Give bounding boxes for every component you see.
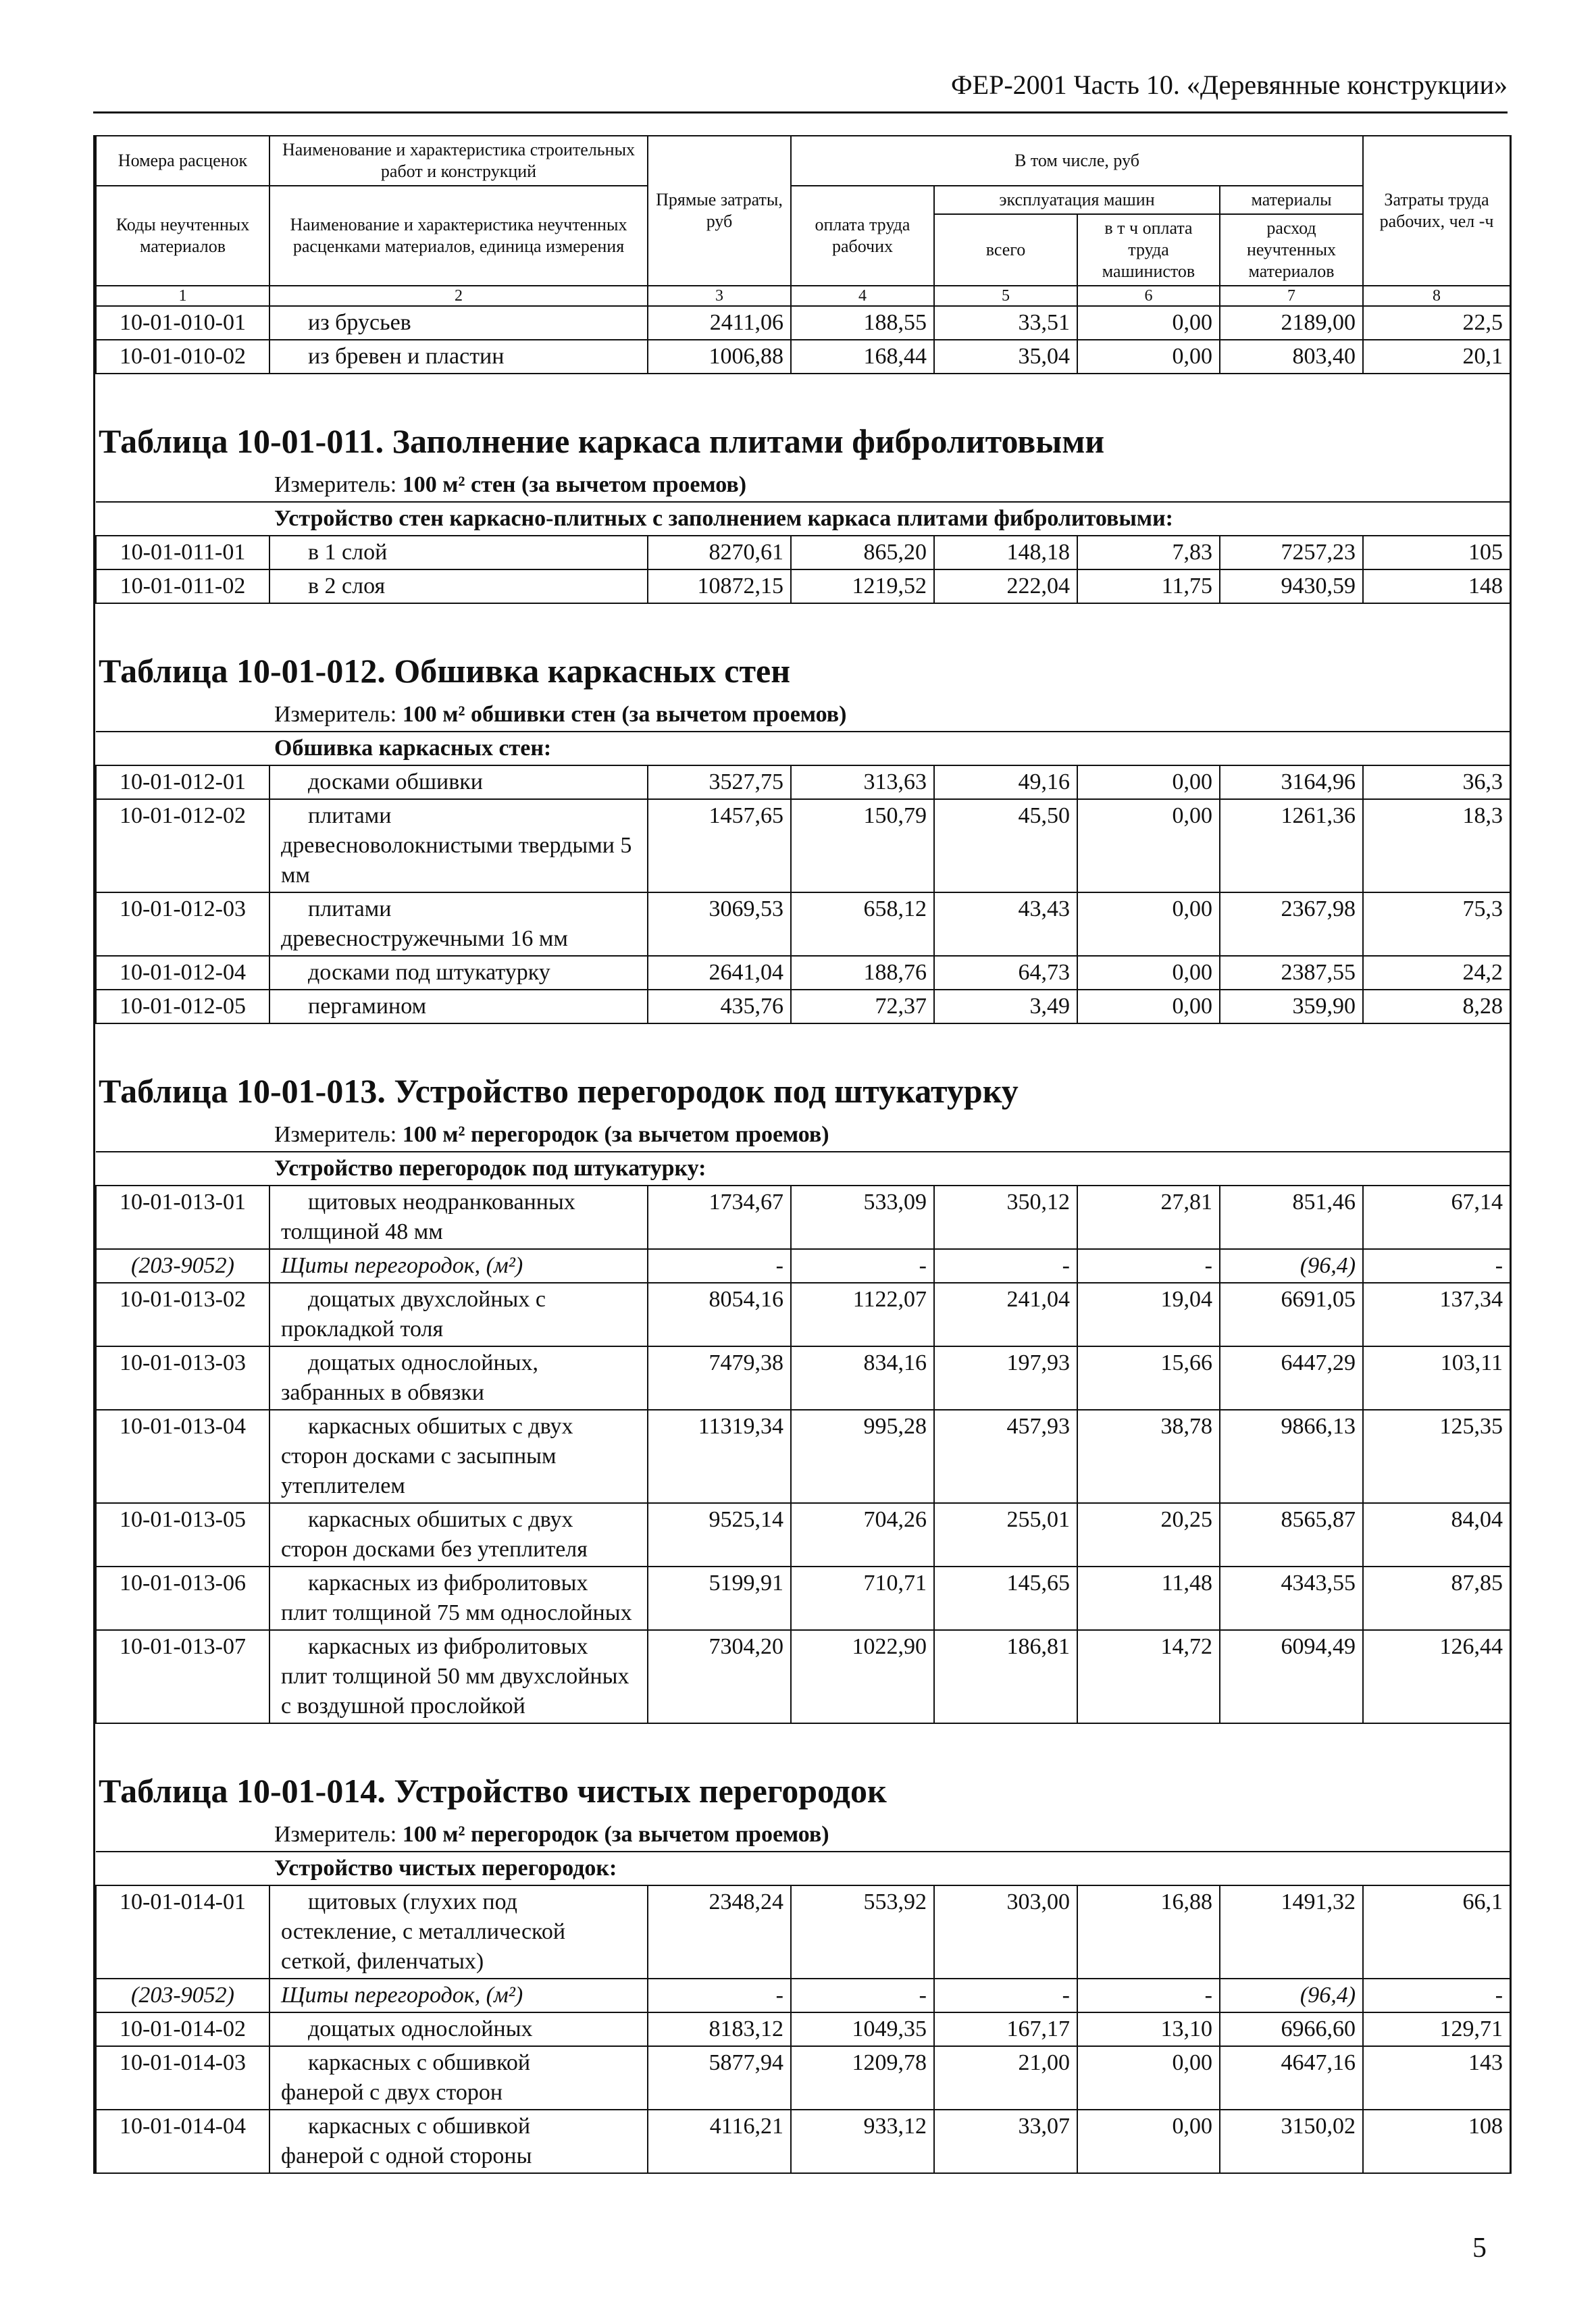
value-cell: - [1363,1979,1510,2012]
rate-code: 10-01-013-03 [96,1346,269,1410]
group-title: Устройство чистых перегородок: [96,1852,1510,1885]
value-cell: 3069,53 [648,892,791,956]
value-cell: 359,90 [1220,990,1363,1023]
work-name [269,536,648,569]
work-name-line: из брусьев [308,310,411,335]
table-body [96,306,1510,2173]
work-name [269,990,648,1023]
value-cell: 45,50 [934,799,1077,892]
work-name-line: досками под штукатурку [308,960,550,985]
value-cell: 710,71 [791,1567,934,1630]
work-name-line: Щиты перегородок, (м²) [281,1983,523,2008]
col-machinists-wages: в т ч оплата труда машинистов [1077,214,1220,286]
col-materials-consumption: расход неучтенных материалов [1220,214,1363,286]
table-row [96,536,1510,569]
value-cell: 49,16 [934,765,1077,799]
value-cell: 7,83 [1077,536,1220,569]
measure-label [96,1119,1510,1152]
work-name-line: Щиты перегородок, (м²) [281,1253,523,1278]
work-name [269,892,648,956]
work-name-line: плитами [308,803,392,828]
value-cell: 4116,21 [648,2110,791,2173]
value-cell: 10872,15 [648,569,791,603]
table-title: Таблица 10-01-012. Обшивка каркасных стен [96,603,1510,698]
value-cell: 43,43 [934,892,1077,956]
document-body [93,135,1512,2174]
work-name [269,799,648,892]
value-cell: 1491,32 [1220,1885,1363,1979]
table-row [96,1567,1510,1630]
work-name-line: каркасных из фибролитовых [308,1634,588,1659]
value-cell: 14,72 [1077,1630,1220,1723]
col-machines: эксплуатация машин [934,186,1220,214]
work-name [269,306,648,340]
value-cell: 9430,59 [1220,569,1363,603]
value-cell: 148,18 [934,536,1077,569]
table-row [96,892,1510,956]
resource-name [269,1979,648,2012]
value-cell: 20,1 [1363,340,1510,374]
value-cell: 9866,13 [1220,1410,1363,1503]
table-row [96,799,1510,892]
table-row [96,569,1510,603]
value-cell: 2641,04 [648,956,791,990]
col-name-top: Наименование и характеристика строительных работ и конструкций [269,136,648,186]
table-row [96,1346,1510,1410]
column-number: 2 [269,286,648,306]
measure-row [96,1119,1510,1152]
rate-code: 10-01-012-03 [96,892,269,956]
work-name [269,1283,648,1346]
value-cell: - [648,1249,791,1283]
value-cell: 3527,75 [648,765,791,799]
value-cell: 6691,05 [1220,1283,1363,1346]
value-cell: 2367,98 [1220,892,1363,956]
resource-code: (203-9052) [96,1249,269,1283]
value-cell: 19,04 [1077,1283,1220,1346]
col-materials: материалы [1220,186,1363,214]
column-number: 5 [934,286,1077,306]
value-cell: 1049,35 [791,2012,934,2046]
value-cell: 303,00 [934,1885,1077,1979]
value-cell: 0,00 [1077,765,1220,799]
resource-row [96,1249,1510,1283]
measure-row [96,469,1510,502]
value-cell: 704,26 [791,1503,934,1567]
table-title: Таблица 10-01-011. Заполнение каркаса плитами фибролитовыми [96,374,1510,469]
value-cell: 66,1 [1363,1885,1510,1979]
work-name [269,1503,648,1567]
table-row [96,2046,1510,2110]
value-cell: 125,35 [1363,1410,1510,1503]
value-cell: 16,88 [1077,1885,1220,1979]
group-row [96,1852,1510,1885]
rate-code: 10-01-011-01 [96,536,269,569]
value-cell: 186,81 [934,1630,1077,1723]
work-name-continuation: сторон досками с засыпным утеплителем [281,1444,557,1498]
column-number: 1 [96,286,269,306]
table-row [96,306,1510,340]
value-cell: 1261,36 [1220,799,1363,892]
value-cell: 0,00 [1077,340,1220,374]
value-cell: 8,28 [1363,990,1510,1023]
table-row [96,1410,1510,1503]
col-name-bottom: Наименование и характеристика неучтенных расценками материалов, единица измерения [269,186,648,286]
value-cell: 1122,07 [791,1283,934,1346]
work-name [269,340,648,374]
work-name-line: пергамином [308,994,427,1019]
column-number: 4 [791,286,934,306]
work-name [269,2110,648,2173]
rate-code: 10-01-010-01 [96,306,269,340]
work-name-line: досками обшивки [308,769,483,794]
page-number: 5 [1472,2233,1487,2264]
value-cell: 5877,94 [648,2046,791,2110]
value-cell: 103,11 [1363,1346,1510,1410]
column-number: 7 [1220,286,1363,306]
rate-code: 10-01-014-04 [96,2110,269,2173]
value-cell: 8054,16 [648,1283,791,1346]
group-row [96,502,1510,536]
rate-code: 10-01-013-02 [96,1283,269,1346]
resource-row [96,1979,1510,2012]
value-cell: 137,34 [1363,1283,1510,1346]
value-cell: 1734,67 [648,1186,791,1249]
value-cell: 108 [1363,2110,1510,2173]
work-name-line: щитовых (глухих под [308,1889,517,1914]
table-title: Таблица 10-01-013. Устройство перегородок под штукатурку [96,1023,1510,1119]
value-cell: 150,79 [791,799,934,892]
work-name-line: щитовых неодранкованных [308,1190,575,1215]
value-cell: 126,44 [1363,1630,1510,1723]
work-name-continuation: толщиной 48 мм [281,1219,443,1244]
value-cell: 1006,88 [648,340,791,374]
measure-unit: 100 м² обшивки стен (за вычетом проемов) [402,702,847,727]
resource-name [269,1249,648,1283]
value-cell: 533,09 [791,1186,934,1249]
work-name-line: в 1 слой [308,540,388,565]
value-cell: 22,5 [1363,306,1510,340]
value-cell: - [1077,1249,1220,1283]
work-name-line: в 2 слоя [308,574,386,599]
rate-code: 10-01-011-02 [96,569,269,603]
value-cell: 8565,87 [1220,1503,1363,1567]
work-name-line: каркасных с обшивкой [308,2050,531,2075]
value-cell: 20,25 [1077,1503,1220,1567]
work-name [269,1630,648,1723]
work-name-continuation: остекление, с металлической сеткой, филенчатых) [281,1919,566,1974]
work-name-continuation: древесноволокнистыми твердыми 5 мм [281,833,632,888]
value-cell: 933,12 [791,2110,934,2173]
value-cell: 67,14 [1363,1186,1510,1249]
measure-unit: 100 м² перегородок (за вычетом проемов) [402,1822,829,1847]
value-cell: 350,12 [934,1186,1077,1249]
col-wages: оплата труда рабочих [791,186,934,286]
value-cell: 1219,52 [791,569,934,603]
value-cell: 33,07 [934,2110,1077,2173]
value-cell: 1209,78 [791,2046,934,2110]
work-name-line: каркасных обшитых с двух [308,1414,573,1439]
value-cell: 6447,29 [1220,1346,1363,1410]
table-row [96,765,1510,799]
work-name [269,1346,648,1410]
value-cell: 24,2 [1363,956,1510,990]
value-cell: 87,85 [1363,1567,1510,1630]
resource-code: (203-9052) [96,1979,269,2012]
table-title-row [96,603,1510,698]
work-name-continuation: плит толщиной 50 мм двухслойных с воздушной прослойкой [281,1664,629,1719]
work-name-continuation: забранных в обвязки [281,1380,484,1405]
value-cell: 0,00 [1077,892,1220,956]
value-cell: 38,78 [1077,1410,1220,1503]
value-cell: 3,49 [934,990,1077,1023]
running-header: ФЕР-2001 Часть 10. «Деревянные конструкции» [951,70,1508,100]
table-row [96,1503,1510,1567]
column-numbers [96,286,1510,306]
value-cell: 658,12 [791,892,934,956]
col-including: В том числе, руб [791,136,1363,186]
table-title-row [96,374,1510,469]
work-name-continuation: фанерой с одной стороны [281,2143,532,2168]
group-title: Обшивка каркасных стен: [96,732,1510,765]
value-cell: 0,00 [1077,956,1220,990]
col-codes-top: Номера расценок [96,136,269,186]
table-row [96,956,1510,990]
value-cell: 851,46 [1220,1186,1363,1249]
work-name-line: плитами [308,896,392,921]
value-cell: 148 [1363,569,1510,603]
rate-code: 10-01-012-04 [96,956,269,990]
value-cell: 313,63 [791,765,934,799]
value-cell: 8270,61 [648,536,791,569]
header-rule [93,111,1508,113]
table-title-row [96,1723,1510,1819]
col-codes-bottom: Коды неучтенных материалов [96,186,269,286]
value-cell: 11,48 [1077,1567,1220,1630]
value-cell: - [1363,1249,1510,1283]
group-title: Устройство стен каркасно-плитных с заполнением каркаса плитами фибролитовыми: [96,502,1510,536]
work-name [269,765,648,799]
price-table [95,135,1511,2174]
value-cell: 834,16 [791,1346,934,1410]
rate-code: 10-01-013-04 [96,1410,269,1503]
group-title: Устройство перегородок под штукатурку: [96,1152,1510,1186]
value-cell: 4647,16 [1220,2046,1363,2110]
value-cell: - [648,1979,791,2012]
rate-code: 10-01-012-02 [96,799,269,892]
value-cell: 84,04 [1363,1503,1510,1567]
table-row [96,1186,1510,1249]
table-row [96,340,1510,374]
value-cell: - [1077,1979,1220,2012]
work-name-continuation: сторон досками без утеплителя [281,1537,588,1562]
value-cell: 11319,34 [648,1410,791,1503]
value-cell: 36,3 [1363,765,1510,799]
group-row [96,732,1510,765]
work-name-continuation: плит толщиной 75 мм однослойных [281,1600,632,1625]
value-cell: 0,00 [1077,799,1220,892]
value-cell: 865,20 [791,536,934,569]
value-cell: (96,4) [1220,1249,1363,1283]
measure-row [96,698,1510,732]
rate-code: 10-01-013-07 [96,1630,269,1723]
table-row [96,1885,1510,1979]
table-title-row [96,1023,1510,1119]
value-cell: 0,00 [1077,2046,1220,2110]
value-cell: 197,93 [934,1346,1077,1410]
column-number: 3 [648,286,791,306]
value-cell: 75,3 [1363,892,1510,956]
rate-code: 10-01-013-05 [96,1503,269,1567]
rate-code: 10-01-010-02 [96,340,269,374]
measure-prefix: Измеритель: [274,1122,397,1147]
work-name [269,1410,648,1503]
value-cell: - [934,1979,1077,2012]
value-cell: 7479,38 [648,1346,791,1410]
value-cell: - [791,1249,934,1283]
work-name [269,1186,648,1249]
group-row [96,1152,1510,1186]
measure-row [96,1819,1510,1852]
table-row [96,990,1510,1023]
value-cell: 5199,91 [648,1567,791,1630]
value-cell: 7257,23 [1220,536,1363,569]
value-cell: 1457,65 [648,799,791,892]
measure-label [96,469,1510,502]
table-row [96,1283,1510,1346]
value-cell: 27,81 [1077,1186,1220,1249]
value-cell: 435,76 [648,990,791,1023]
rate-code: 10-01-012-05 [96,990,269,1023]
value-cell: - [791,1979,934,2012]
work-name [269,2012,648,2046]
table-row [96,1630,1510,1723]
rate-code: 10-01-012-01 [96,765,269,799]
value-cell: - [934,1249,1077,1283]
value-cell: 168,44 [791,340,934,374]
value-cell: 105 [1363,536,1510,569]
col-labor: Затраты труда рабочих, чел -ч [1363,136,1510,286]
value-cell: 6966,60 [1220,2012,1363,2046]
rate-code: 10-01-013-06 [96,1567,269,1630]
work-name [269,569,648,603]
measure-prefix: Измеритель: [274,472,397,497]
value-cell: 18,3 [1363,799,1510,892]
value-cell: 222,04 [934,569,1077,603]
measure-unit: 100 м² перегородок (за вычетом проемов) [402,1122,829,1147]
value-cell: 8183,12 [648,2012,791,2046]
measure-prefix: Измеритель: [274,702,397,727]
work-name-continuation: древесностружечными 16 мм [281,926,568,951]
work-name-line: каркасных из фибролитовых [308,1571,588,1596]
measure-label [96,698,1510,732]
value-cell: 0,00 [1077,990,1220,1023]
value-cell: 33,51 [934,306,1077,340]
value-cell: 553,92 [791,1885,934,1979]
value-cell: 4343,55 [1220,1567,1363,1630]
value-cell: 35,04 [934,340,1077,374]
work-name [269,1885,648,1979]
rate-code: 10-01-013-01 [96,1186,269,1249]
value-cell: 457,93 [934,1410,1077,1503]
column-number: 6 [1077,286,1220,306]
value-cell: 9525,14 [648,1503,791,1567]
value-cell: 129,71 [1363,2012,1510,2046]
value-cell: 803,40 [1220,340,1363,374]
value-cell: 3150,02 [1220,2110,1363,2173]
value-cell: 2189,00 [1220,306,1363,340]
value-cell: (96,4) [1220,1979,1363,2012]
work-name-line: каркасных обшитых с двух [308,1507,573,1532]
value-cell: 0,00 [1077,2110,1220,2173]
work-name-line: дощатых однослойных [308,2016,533,2041]
work-name-line: дощатых однослойных, [308,1350,539,1375]
value-cell: 13,10 [1077,2012,1220,2046]
work-name-continuation: фанерой с двух сторон [281,2080,503,2105]
rate-code: 10-01-014-03 [96,2046,269,2110]
value-cell: 11,75 [1077,569,1220,603]
value-cell: 15,66 [1077,1346,1220,1410]
value-cell: 241,04 [934,1283,1077,1346]
value-cell: 0,00 [1077,306,1220,340]
value-cell: 2348,24 [648,1885,791,1979]
work-name [269,2046,648,2110]
measure-prefix: Измеритель: [274,1822,397,1847]
work-name-continuation: прокладкой толя [281,1317,444,1342]
value-cell: 167,17 [934,2012,1077,2046]
value-cell: 143 [1363,2046,1510,2110]
value-cell: 72,37 [791,990,934,1023]
value-cell: 7304,20 [648,1630,791,1723]
work-name [269,1567,648,1630]
work-name-line: из бревен и пластин [308,344,505,369]
value-cell: 255,01 [934,1503,1077,1567]
column-number: 8 [1363,286,1510,306]
col-machines-total: всего [934,214,1077,286]
table-row [96,2012,1510,2046]
table-title: Таблица 10-01-014. Устройство чистых перегородок [96,1723,1510,1819]
value-cell: 2411,06 [648,306,791,340]
work-name-line: каркасных с обшивкой [308,2114,531,2139]
measure-unit: 100 м² стен (за вычетом проемов) [402,472,747,497]
work-name-line: дощатых двухслойных с [308,1287,546,1312]
col-direct-costs: Прямые затраты, руб [648,136,791,286]
value-cell: 1022,90 [791,1630,934,1723]
value-cell: 21,00 [934,2046,1077,2110]
value-cell: 145,65 [934,1567,1077,1630]
rate-code: 10-01-014-01 [96,1885,269,1979]
value-cell: 6094,49 [1220,1630,1363,1723]
value-cell: 64,73 [934,956,1077,990]
rate-code: 10-01-014-02 [96,2012,269,2046]
table-header [96,136,1510,306]
value-cell: 188,55 [791,306,934,340]
work-name [269,956,648,990]
measure-label [96,1819,1510,1852]
value-cell: 995,28 [791,1410,934,1503]
table-row [96,2110,1510,2173]
value-cell: 2387,55 [1220,956,1363,990]
value-cell: 188,76 [791,956,934,990]
value-cell: 3164,96 [1220,765,1363,799]
